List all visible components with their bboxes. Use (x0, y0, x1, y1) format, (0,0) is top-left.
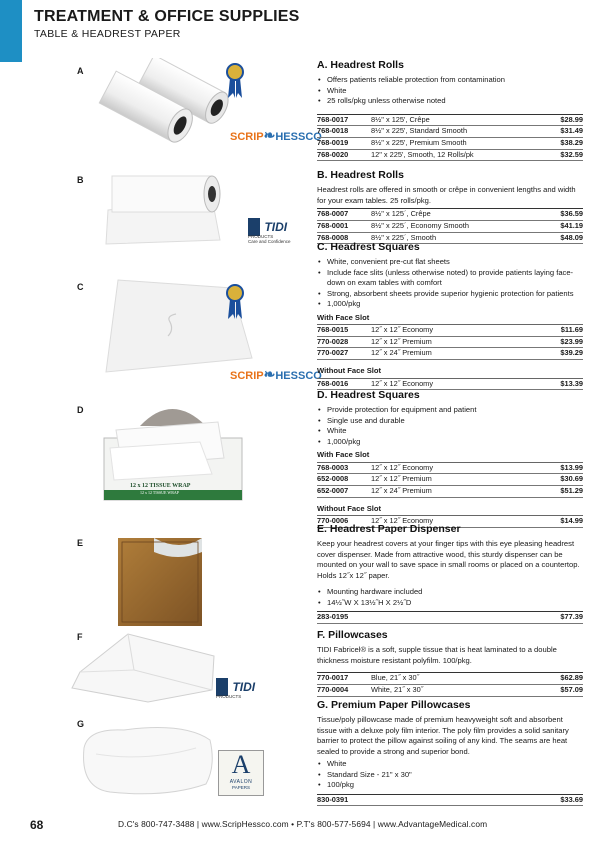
footer-contact-info: D.C's 800-747-3488 | www.ScripHessco.com • P.T's 800-577-5694 | www.AdvantageMedical.com (118, 819, 488, 829)
with-face-slot-heading: With Face Slot (317, 313, 583, 325)
bullet: • White (317, 86, 583, 96)
headrest-roll-image (104, 168, 224, 246)
product-row: 652-0008 12˝ x 12˝ Premium $30.69 (317, 474, 583, 486)
bullet: • White, convenient pre-cut flat sheets (317, 257, 583, 267)
product-row: 770-0027 12˝ x 24˝ Premium $39.29 (317, 348, 583, 360)
bullet: • 25 rolls/pkg unless otherwise noted (317, 96, 583, 106)
page-subtitle: TABLE & HEADREST PAPER (34, 28, 181, 40)
section-d-title: D. Headrest Squares (317, 389, 420, 401)
without-face-slot-heading: Without Face Slot (317, 366, 583, 378)
product-row: 768-0016 12˝ x 12˝ Economy $13.39 (317, 379, 583, 391)
product-row: 768-0019 8½" x 225', Premium Smooth $38.29 (317, 138, 583, 150)
section-c (317, 240, 583, 390)
product-row: 283-0195 $77.39 (317, 612, 583, 624)
svg-text:12 x 12 TISSUE WRAP: 12 x 12 TISSUE WRAP (140, 490, 179, 495)
product-row: 768-0015 12˝ x 12˝ Economy $11.69 (317, 325, 583, 337)
bullet: • 14½˝W X 13½˝H X 2½˝D (317, 598, 583, 608)
product-row: 768-0001 8½" x 225´, Economy Smooth $41.19 (317, 221, 583, 233)
paper-dispenser-image (116, 536, 206, 628)
section-g-title: G. Premium Paper Pillowcases (317, 699, 471, 711)
product-row: 770-0004 White, 21˝ x 30˝ $57.09 (317, 685, 583, 697)
product-row: 768-0018 8½" x 225', Standard Smooth $31.49 (317, 126, 583, 138)
scrip-hessco-logo-c: SCRIP❧HESSCO (230, 366, 322, 382)
svg-text:12 x 12 TISSUE WRAP: 12 x 12 TISSUE WRAP (130, 483, 191, 489)
item-letter-d: D (77, 405, 84, 415)
product-row: 768-0007 8½" x 125´, Crêpe $36.59 (317, 209, 583, 221)
section-f (317, 628, 583, 697)
section-g-description: Tissue/poly pillowcase made of premium heavyweight soft and absorbent tissue with a deluxe poly film interior. The poly film provides a solid sanitary barrier to protect the pillow against soiling of any kind. The seams are heat sealed to provide a strong and superior bond. (317, 715, 569, 756)
page-title: TREATMENT & OFFICE SUPPLIES (34, 8, 300, 25)
product-row: 768-0020 12" x 225', Smooth, 12 Rolls/pk $32.59 (317, 150, 583, 162)
with-face-slot-heading: With Face Slot (317, 450, 583, 462)
section-b-title: B. Headrest Rolls (317, 169, 404, 181)
product-row: 652-0007 12˝ x 24˝ Premium $51.29 (317, 486, 583, 498)
product-row: 830-0391 $33.69 (317, 795, 583, 807)
section-e (317, 522, 583, 624)
paper-pillowcase-image (76, 724, 218, 796)
item-letter-e: E (77, 538, 84, 548)
bullet: • 100/pkg (317, 780, 583, 790)
section-d (317, 388, 583, 528)
award-ribbon-icon (226, 62, 244, 100)
section-c-title: C. Headrest Squares (317, 241, 420, 253)
section-f-title: F. Pillowcases (317, 629, 388, 641)
page-number: 68 (30, 818, 44, 832)
tidi-logo: TIDI PRODUCTS Care and Confidence (248, 220, 291, 245)
product-row: 770-0006 12˝ x 12˝ Economy $14.99 (317, 516, 583, 528)
section-e-bullets (317, 587, 583, 608)
bullet: • Standard Size - 21" x 30" (317, 770, 583, 780)
item-letter-g: G (77, 719, 85, 729)
pillowcase-image (70, 630, 220, 704)
bullet: • White (317, 759, 583, 769)
item-letter-f: F (77, 632, 83, 642)
item-letter-c: C (77, 282, 84, 292)
bullet: • Mounting hardware included (317, 587, 583, 597)
section-e-title: E. Headrest Paper Dispenser (317, 523, 461, 535)
avalon-papers-logo: A AVALON PAPERS (218, 750, 264, 796)
item-letter-b: B (77, 175, 84, 185)
without-face-slot-heading: Without Face Slot (317, 504, 583, 516)
bullet: • Single use and durable (317, 416, 583, 426)
tidi-logo-f: TIDI PRODUCTS (216, 680, 256, 700)
section-b-description: Headrest rolls are offered in smooth or crêpe in convenient lengths and width for your exam tables. 25 rolls/pkg. (317, 185, 576, 205)
section-d-bullets (317, 405, 583, 447)
headrest-rolls-image (90, 58, 230, 158)
product-row: 770-0028 12˝ x 12˝ Premium $23.99 (317, 337, 583, 349)
section-tab-accent (0, 0, 22, 62)
section-f-description: TIDI Fabricel® is a soft, supple tissue that is heat laminated to a double thickness moisture resistant polyfilm. 100/pkg. (317, 645, 557, 665)
section-a-bullets (317, 75, 583, 106)
scrip-hessco-logo: SCRIP❧HESSCO (230, 127, 322, 143)
section-b (317, 168, 583, 244)
section-g-bullets (317, 759, 583, 790)
product-row: 770-0017 Blue, 21˝ x 30˝ $62.89 (317, 673, 583, 685)
product-row: 768-0003 12˝ x 12˝ Economy $13.99 (317, 463, 583, 475)
award-ribbon-icon-c (226, 283, 244, 321)
section-a-title: A. Headrest Rolls (317, 59, 404, 71)
bullet: • Include face slits (unless otherwise noted) to provide patients laying face-down on exam tables with comfort (317, 268, 583, 289)
section-c-bullets (317, 257, 583, 309)
bullet: • 1,000/pkg (317, 437, 583, 447)
bullet: • Provide protection for equipment and patient (317, 405, 583, 415)
tissue-wrap-box-image (100, 400, 246, 504)
bullet: • White (317, 426, 583, 436)
product-row: 768-0008 8½" x 225´, Smooth $48.09 (317, 233, 583, 245)
product-row: 768-0017 8½" x 125', Crêpe $28.99 (317, 115, 583, 127)
bullet: • Offers patients reliable protection from contamination (317, 75, 583, 85)
item-letter-a: A (77, 66, 84, 76)
bullet: • 1,000/pkg (317, 299, 583, 309)
section-a (317, 58, 583, 161)
section-e-description: Keep your headrest covers at your finger tips with this eye pleasing headrest cover dispenser. Made from attractive wood, this sturdy dispenser can be mounted on your wall to save space in small rooms or placed on a countertop. Holds 12˝x 12˝ paper. (317, 539, 580, 580)
bullet: • Strong, absorbent sheets provide superior hygienic protection for patients (317, 289, 583, 299)
section-g (317, 698, 583, 806)
